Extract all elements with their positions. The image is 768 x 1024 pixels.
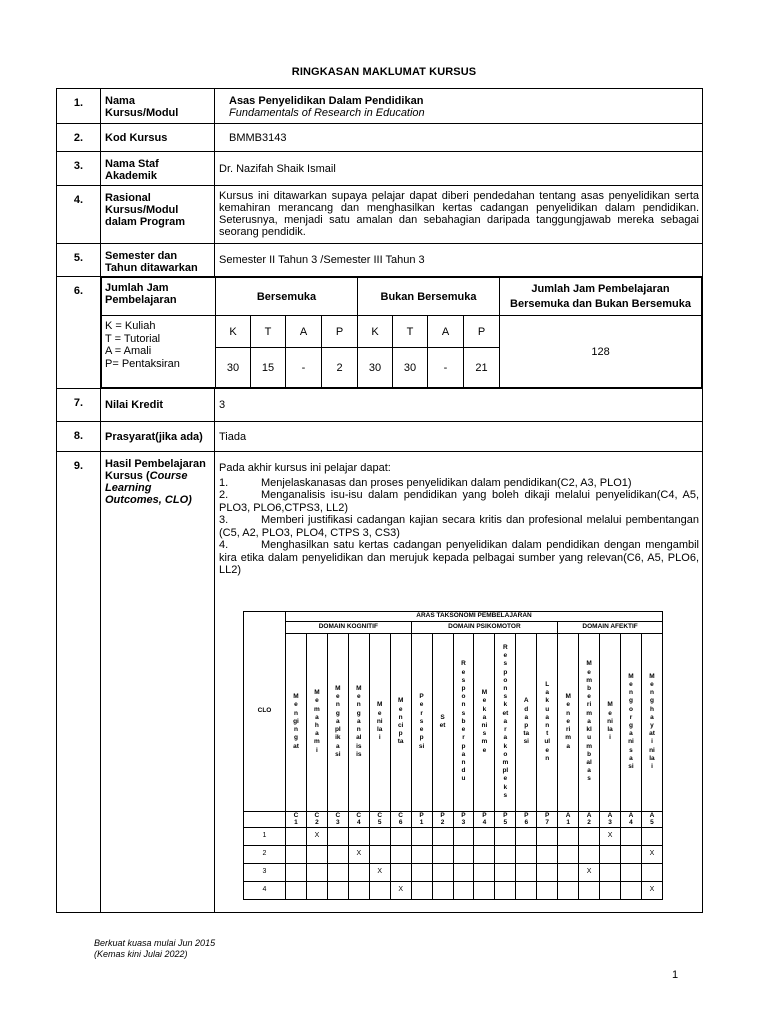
taxonomy-code xyxy=(369,811,390,827)
taxonomy-level-header xyxy=(621,633,642,811)
taxonomy-mark xyxy=(327,881,348,899)
taxonomy-mark: X xyxy=(641,881,662,899)
taxonomy-code xyxy=(286,811,307,827)
taxonomy-mark: X xyxy=(641,845,662,863)
taxonomy-level-header xyxy=(641,633,662,811)
taxonomy-mark: X xyxy=(600,827,621,845)
taxonomy-level-header xyxy=(537,633,558,811)
credit-value: 3 xyxy=(215,389,703,422)
taxonomy-mark xyxy=(411,863,432,881)
taxonomy-level-header xyxy=(327,633,348,811)
header-line: Jumlah Jam Pembelajaran xyxy=(531,282,670,295)
level-label: Memberi maklum balas xyxy=(586,660,592,783)
label-line: Kursus/Modul xyxy=(105,107,179,119)
learning-outcomes-value xyxy=(215,452,703,913)
taxonomy-code xyxy=(621,811,642,827)
clo-number: 1 xyxy=(244,827,286,845)
hours-value: 2 xyxy=(322,348,358,388)
code-label: P7 xyxy=(545,811,550,826)
taxonomy-mark xyxy=(453,845,474,863)
code-label: A2 xyxy=(586,811,592,826)
taxonomy-table xyxy=(243,611,663,900)
taxonomy-mark xyxy=(286,845,307,863)
taxonomy-code xyxy=(348,811,369,827)
taxonomy-mark: X xyxy=(306,827,327,845)
hours-value: 30 xyxy=(358,348,393,388)
taxonomy-mark xyxy=(306,845,327,863)
staff-name-value: Dr. Nazifah Shaik Ismail xyxy=(215,152,703,186)
taxonomy-mark xyxy=(432,863,453,881)
level-label: Menghayati nilai xyxy=(649,672,655,771)
taxonomy-row xyxy=(244,881,663,899)
taxonomy-code xyxy=(641,811,662,827)
label-line: Semester dan xyxy=(105,250,178,262)
rationale-value: Kursus ini ditawarkan supaya pelajar dapat diberi pendedahan tentang asas penyelidikan serta kemahiran merancang dan menghasilkan kertas cadangan penyelidikan dalam pendidikan. Seterusnya, menjadi satu amalan dan sebahagian daripada tanggungjawab mereka sebagai seorang pendidik. xyxy=(215,186,703,244)
level-label: Mengorganisasi xyxy=(628,672,634,771)
row-semester xyxy=(57,244,703,277)
page-number: 1 xyxy=(672,969,679,981)
taxonomy-mark xyxy=(579,845,600,863)
row-course-code xyxy=(57,124,703,152)
clo-number: 2 xyxy=(244,845,286,863)
hours-value: 30 xyxy=(216,348,251,388)
level-label: Mengaplikasi xyxy=(334,685,341,758)
row-number: 1. xyxy=(57,89,101,124)
code-label: P1 xyxy=(419,811,424,826)
taxonomy-mark xyxy=(537,881,558,899)
row-number: 7. xyxy=(57,389,101,422)
taxonomy-mark xyxy=(306,881,327,899)
taxonomy-code xyxy=(474,811,495,827)
hours-value: 30 xyxy=(393,348,428,388)
taxonomy-code xyxy=(516,811,537,827)
taxonomy-mark xyxy=(641,827,662,845)
hours-code: A xyxy=(286,316,322,348)
label-line: dalam Program xyxy=(105,216,186,228)
taxonomy-mark xyxy=(327,827,348,845)
taxonomy-mark xyxy=(621,845,642,863)
code-label: P6 xyxy=(524,811,529,826)
taxonomy-mark xyxy=(327,845,348,863)
taxonomy-mark xyxy=(516,845,537,863)
row-prerequisite xyxy=(57,422,703,452)
label-line: Tahun ditawarkan xyxy=(105,262,198,274)
taxonomy-level-header xyxy=(369,633,390,811)
legend-item: A = Amali xyxy=(105,345,152,357)
clo-text: Memberi justifikasi cadangan kajian secara kritis dan profesional melalui pembentangan (C5, A2, PLO3, PLO4, CTPS 3, CS3) xyxy=(219,514,699,539)
taxonomy-title: ARAS TAKSONOMI PEMBELAJARAN xyxy=(286,611,663,621)
taxonomy-mark: X xyxy=(348,845,369,863)
row-label xyxy=(101,244,215,277)
taxonomy-level-header xyxy=(516,633,537,811)
document-title: RINGKASAN MAKLUMAT KURSUS xyxy=(291,66,477,78)
course-code-value: BMMB3143 xyxy=(215,124,703,152)
semester-value: Semester II Tahun 3 /Semester III Tahun 3 xyxy=(215,244,703,277)
taxonomy-mark: X xyxy=(390,881,411,899)
taxonomy-row xyxy=(244,845,663,863)
taxonomy-code xyxy=(411,811,432,827)
row-academic-staff xyxy=(57,152,703,186)
hours-code: T xyxy=(251,316,286,348)
code-label: P4 xyxy=(482,811,487,826)
taxonomy-mark xyxy=(369,827,390,845)
taxonomy-code xyxy=(306,811,327,827)
taxonomy-mark xyxy=(369,845,390,863)
taxonomy-mark xyxy=(453,827,474,845)
taxonomy-mark xyxy=(621,863,642,881)
level-label: Memahami xyxy=(314,689,320,754)
row-learning-outcomes xyxy=(57,452,703,913)
taxonomy-level-header xyxy=(558,633,579,811)
taxonomy-mark xyxy=(579,881,600,899)
taxonomy-mark xyxy=(474,827,495,845)
taxonomy-code xyxy=(495,811,516,827)
row-number: 9. xyxy=(57,452,101,913)
non-face-to-face-header: Bukan Bersemuka xyxy=(358,278,500,316)
label-line: Nama Staf xyxy=(105,158,159,170)
learning-hours-cell xyxy=(101,277,703,389)
row-label: Kod Kursus xyxy=(101,124,215,152)
taxonomy-level-header xyxy=(286,633,307,811)
taxonomy-mark xyxy=(286,881,307,899)
domain-cognitive: DOMAIN KOGNITIF xyxy=(286,621,412,633)
code-label: C6 xyxy=(398,811,403,826)
course-name-value xyxy=(215,89,703,124)
row-number: 4. xyxy=(57,186,101,244)
label-line: Pembelajaran xyxy=(105,294,177,306)
taxonomy-mark xyxy=(286,827,307,845)
level-label: Menilai xyxy=(607,701,613,742)
label-line: Kursus ( xyxy=(105,470,150,482)
level-label: Mengingat xyxy=(293,693,299,750)
face-to-face-header: Bersemuka xyxy=(216,278,358,316)
level-label: Menerima xyxy=(565,693,572,750)
taxonomy-mark xyxy=(621,881,642,899)
prerequisite-value: Tiada xyxy=(215,422,703,452)
clo-item xyxy=(219,539,699,577)
taxonomy-level-header xyxy=(348,633,369,811)
taxonomy-mark xyxy=(286,863,307,881)
clo-number: 4. xyxy=(219,539,229,551)
clo-number: 2. xyxy=(219,489,229,501)
taxonomy-level-header xyxy=(432,633,453,811)
code-label: C1 xyxy=(293,811,299,826)
label-line: Kursus/Modul xyxy=(105,204,179,216)
row-label xyxy=(101,152,215,186)
taxonomy-mark xyxy=(495,827,516,845)
row-number: 5. xyxy=(57,244,101,277)
taxonomy-code xyxy=(537,811,558,827)
clo-text: Menjelaskanasas dan proses penyelidikan dalam pendidikan(C2, A3, PLO1) xyxy=(261,476,632,489)
taxonomy-mark xyxy=(348,881,369,899)
taxonomy-code xyxy=(453,811,474,827)
taxonomy-level-header xyxy=(495,633,516,811)
clo-header: CLO xyxy=(244,611,286,811)
row-number: 3. xyxy=(57,152,101,186)
hours-code: K xyxy=(358,316,393,348)
taxonomy-level-header xyxy=(600,633,621,811)
taxonomy-mark xyxy=(495,863,516,881)
taxonomy-mark xyxy=(432,827,453,845)
code-label: A5 xyxy=(649,811,655,826)
code-label: P2 xyxy=(440,811,445,826)
label-line: Akademik xyxy=(105,170,157,182)
taxonomy-mark xyxy=(537,827,558,845)
row-number: 6. xyxy=(57,277,101,389)
hours-code: P xyxy=(322,316,358,348)
document-footer xyxy=(94,938,215,960)
code-label: A4 xyxy=(628,811,634,826)
code-label: C5 xyxy=(377,811,383,826)
clo-item xyxy=(219,477,699,490)
label-line: Hasil Pembelajaran xyxy=(105,458,206,470)
taxonomy-mark xyxy=(327,863,348,881)
code-label: A1 xyxy=(565,811,571,826)
total-hours-header xyxy=(500,278,702,316)
row-rationale xyxy=(57,186,703,244)
clo-item xyxy=(219,514,699,539)
legend-item: T = Tutorial xyxy=(105,332,161,345)
taxonomy-mark xyxy=(453,863,474,881)
taxonomy-mark xyxy=(495,845,516,863)
taxonomy-mark xyxy=(600,863,621,881)
taxonomy-mark xyxy=(558,881,579,899)
course-info-table xyxy=(56,88,703,913)
clo-item xyxy=(219,489,699,514)
level-label: Set xyxy=(439,713,446,729)
code-label: C3 xyxy=(335,811,341,826)
taxonomy-code xyxy=(600,811,621,827)
code-label: P5 xyxy=(503,811,508,826)
taxonomy-level-header xyxy=(453,633,474,811)
level-label: Lakuan tulen xyxy=(544,680,551,762)
hours-label xyxy=(102,278,216,316)
level-label: Adaptasi xyxy=(523,697,530,746)
taxonomy-code xyxy=(432,811,453,827)
footer-effective-date: Berkuat kuasa mulai Jun 2015 xyxy=(94,938,216,948)
row-label: Nilai Kredit xyxy=(101,389,215,422)
level-label: Respons berpandu xyxy=(461,660,466,783)
taxonomy-mark xyxy=(474,881,495,899)
label-line: Course xyxy=(149,470,188,482)
taxonomy-mark xyxy=(516,881,537,899)
level-label: Mencipta xyxy=(397,697,404,746)
taxonomy-mark xyxy=(516,827,537,845)
taxonomy-row xyxy=(244,863,663,881)
label-line: Jumlah Jam xyxy=(105,282,169,294)
code-label: C2 xyxy=(314,811,320,826)
taxonomy-mark: X xyxy=(369,863,390,881)
course-name-malay: Asas Penyelidikan Dalam Pendidikan xyxy=(229,95,424,107)
row-number: 8. xyxy=(57,422,101,452)
header-line: Bersemuka dan Bukan Bersemuka xyxy=(510,297,691,310)
taxonomy-mark: X xyxy=(579,863,600,881)
taxonomy-mark xyxy=(495,881,516,899)
taxonomy-row xyxy=(244,827,663,845)
level-label: Persepsi xyxy=(418,693,425,750)
taxonomy-mark xyxy=(369,881,390,899)
taxonomy-level-header xyxy=(390,633,411,811)
clo-number: 3. xyxy=(219,514,229,526)
learning-hours-table xyxy=(101,277,702,388)
taxonomy-mark xyxy=(516,863,537,881)
taxonomy-mark xyxy=(600,845,621,863)
taxonomy-mark xyxy=(600,881,621,899)
taxonomy-mark xyxy=(432,881,453,899)
taxonomy-mark xyxy=(537,845,558,863)
taxonomy-mark xyxy=(411,827,432,845)
taxonomy-mark xyxy=(474,863,495,881)
clo-lead: Pada akhir kursus ini pelajar dapat: xyxy=(219,462,391,474)
taxonomy-mark xyxy=(558,827,579,845)
taxonomy-code xyxy=(579,811,600,827)
hours-value: 21 xyxy=(464,348,500,388)
hours-code: K xyxy=(216,316,251,348)
legend-item: P= Pentaksiran xyxy=(105,357,180,370)
row-learning-hours xyxy=(57,277,703,389)
taxonomy-mark xyxy=(579,827,600,845)
hours-code: T xyxy=(393,316,428,348)
taxonomy-mark xyxy=(390,863,411,881)
hours-code: P xyxy=(464,316,500,348)
taxonomy-level-header xyxy=(474,633,495,811)
level-label: Respons ketara kompleks xyxy=(502,644,509,799)
taxonomy-mark xyxy=(453,881,474,899)
row-course-name xyxy=(57,89,703,124)
level-label: Mekanisme xyxy=(481,689,488,754)
taxonomy-mark xyxy=(390,845,411,863)
taxonomy-code xyxy=(327,811,348,827)
taxonomy-level-header xyxy=(579,633,600,811)
taxonomy-mark xyxy=(432,845,453,863)
row-label xyxy=(101,186,215,244)
taxonomy-level-header xyxy=(411,633,432,811)
taxonomy-mark xyxy=(348,863,369,881)
level-label: Menganalisis xyxy=(356,685,362,758)
row-label: Prasyarat(jika ada) xyxy=(101,422,215,452)
course-name-english: Fundamentals of Research in Education xyxy=(229,107,425,119)
hours-value: 15 xyxy=(251,348,286,388)
hours-value: - xyxy=(286,348,322,388)
taxonomy-mark xyxy=(474,845,495,863)
label-line: Nama xyxy=(105,95,135,107)
row-credit xyxy=(57,389,703,422)
clo-number: 3 xyxy=(244,863,286,881)
taxonomy-mark xyxy=(390,827,411,845)
code-label: P3 xyxy=(461,811,466,826)
hours-legend xyxy=(102,316,216,388)
taxonomy-mark xyxy=(537,863,558,881)
taxonomy-level-header xyxy=(306,633,327,811)
taxonomy-mark xyxy=(641,863,662,881)
label-line: Rasional xyxy=(105,192,151,204)
clo-text: Menghasilkan satu kertas cadangan penyelidikan dalam pendidikan dengan mengambil kira etika dalam penyelidikan dan merujuk kepada pelbagai sumber yang relevan(C6, A5, PLO6, LL2) xyxy=(219,539,699,576)
clo-number: 1. xyxy=(219,476,229,489)
taxonomy-mark xyxy=(621,827,642,845)
code-label: A3 xyxy=(607,811,613,826)
label-line: Outcomes, CLO) xyxy=(105,494,192,506)
total-hours-value: 128 xyxy=(500,316,702,388)
taxonomy-code xyxy=(390,811,411,827)
level-label: Menilai xyxy=(376,701,383,742)
taxonomy-mark xyxy=(411,881,432,899)
row-label xyxy=(101,89,215,124)
hours-code: A xyxy=(428,316,464,348)
empty-cell xyxy=(244,811,286,827)
label-line: Learning xyxy=(105,482,152,494)
row-label xyxy=(101,452,215,913)
taxonomy-mark xyxy=(306,863,327,881)
clo-number: 4 xyxy=(244,881,286,899)
row-number: 2. xyxy=(57,124,101,152)
footer-updated-date: (Kemas kini Julai 2022) xyxy=(94,949,188,959)
domain-affective: DOMAIN AFEKTIF xyxy=(558,621,663,633)
legend-item: K = Kuliah xyxy=(105,320,156,332)
taxonomy-mark xyxy=(558,863,579,881)
taxonomy-mark xyxy=(348,827,369,845)
code-label: C4 xyxy=(356,811,362,826)
taxonomy-mark xyxy=(411,845,432,863)
taxonomy-code xyxy=(558,811,579,827)
domain-psychomotor: DOMAIN PSIKOMOTOR xyxy=(411,621,558,633)
clo-text: Menganalisis isu-isu dalam pendidikan yang boleh dikaji melalui penyelidikan(C4, A5, PLO3, PLO6,CTPS3, LL2) xyxy=(219,489,699,514)
taxonomy-mark xyxy=(558,845,579,863)
hours-value: - xyxy=(428,348,464,388)
